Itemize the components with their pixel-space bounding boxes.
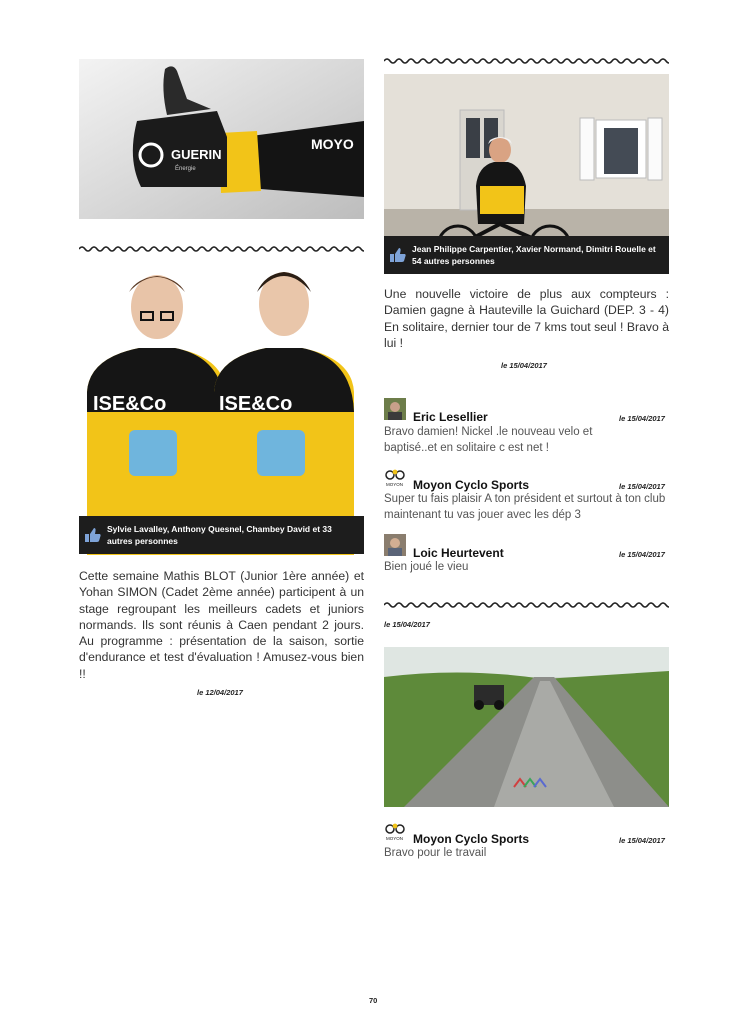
post-date-left: le 12/04/2017 xyxy=(197,688,243,697)
post-text-right: Une nouvelle victoire de plus aux compteurs : Damien gagne à Hauteville la Guichard (DEP. 3 - 4) En solitaire, dernier tour de 7 kms tout seul ! Bravo à lui ! xyxy=(384,287,669,350)
comment-author-3: Loic Heurtevent xyxy=(413,546,504,560)
jersey-text-1: ISE&Co xyxy=(93,393,167,415)
logo-text: MOYON xyxy=(386,836,404,841)
sleeve-text: MOYO xyxy=(311,136,354,152)
post-text-left: Cette semaine Mathis BLOT (Junior 1ère année) et Yohan SIMON (Cadet 2ème année) participent à un stage regroupant les meilleurs cadets et juniors normands. Ils sont réunis à Caen pendant 2 jours. Au programme : présentation de la saison, sortie d'endurance et test d'évaluation ! Amusez-vous bien !! xyxy=(79,569,364,681)
wavy-divider-top xyxy=(384,57,669,65)
wavy-divider-bottom xyxy=(384,601,669,609)
glove-brand-text: GUERIN xyxy=(171,147,222,162)
jersey-text-2: ISE&Co xyxy=(219,393,293,415)
last-comment-text: Bravo pour le travail xyxy=(384,847,487,859)
like-thumb-icon xyxy=(85,528,101,542)
comment-text-3: Bien joué le vieu xyxy=(384,561,469,573)
like-thumb-icon xyxy=(390,248,406,262)
comment-text-1: Bravo damien! Nickel .le nouveau velo et baptisé..et en solitaire c est net ! xyxy=(384,426,593,454)
comment-text-2: Super tu fais plaisir A ton président et surtout à ton club maintenant tu vas jouer avec les dép 3 xyxy=(384,493,666,521)
glove-sub-text: Énergie xyxy=(175,166,196,172)
last-comment-author: Moyon Cyclo Sports xyxy=(413,832,530,846)
last-comment-date: le 15/04/2017 xyxy=(619,836,665,845)
likes-text-1: Sylvie Lavalley, Anthony Quesnel, Chambey David et 33 autres personnes xyxy=(107,524,332,546)
logo-text: MOYON xyxy=(386,482,404,487)
avatar-eric xyxy=(384,398,406,420)
likes-bar-2 xyxy=(384,236,669,274)
likes-bar-1 xyxy=(79,516,364,554)
comment-author-2: Moyon Cyclo Sports xyxy=(413,478,530,492)
avatar-moyon-1 xyxy=(384,466,406,488)
comment-date-2: le 15/04/2017 xyxy=(619,482,665,491)
comment-date-1: le 15/04/2017 xyxy=(619,414,665,423)
photo-date: le 15/04/2017 xyxy=(384,620,430,629)
page-number: 70 xyxy=(369,996,378,1005)
likes-text-2: Jean Philippe Carpentier, Xavier Normand, Dimitri Rouelle et 54 autres personnes xyxy=(412,244,656,266)
comment-author-1: Eric Lesellier xyxy=(413,410,488,424)
riders-photo xyxy=(79,262,364,555)
glove-photo xyxy=(79,59,364,219)
road-photo xyxy=(384,647,669,807)
post-date-right: le 15/04/2017 xyxy=(501,361,547,370)
wavy-divider-left xyxy=(79,245,364,253)
comment-date-3: le 15/04/2017 xyxy=(619,550,665,559)
avatar-moyon-2 xyxy=(384,820,406,842)
avatar-loic xyxy=(384,534,406,556)
